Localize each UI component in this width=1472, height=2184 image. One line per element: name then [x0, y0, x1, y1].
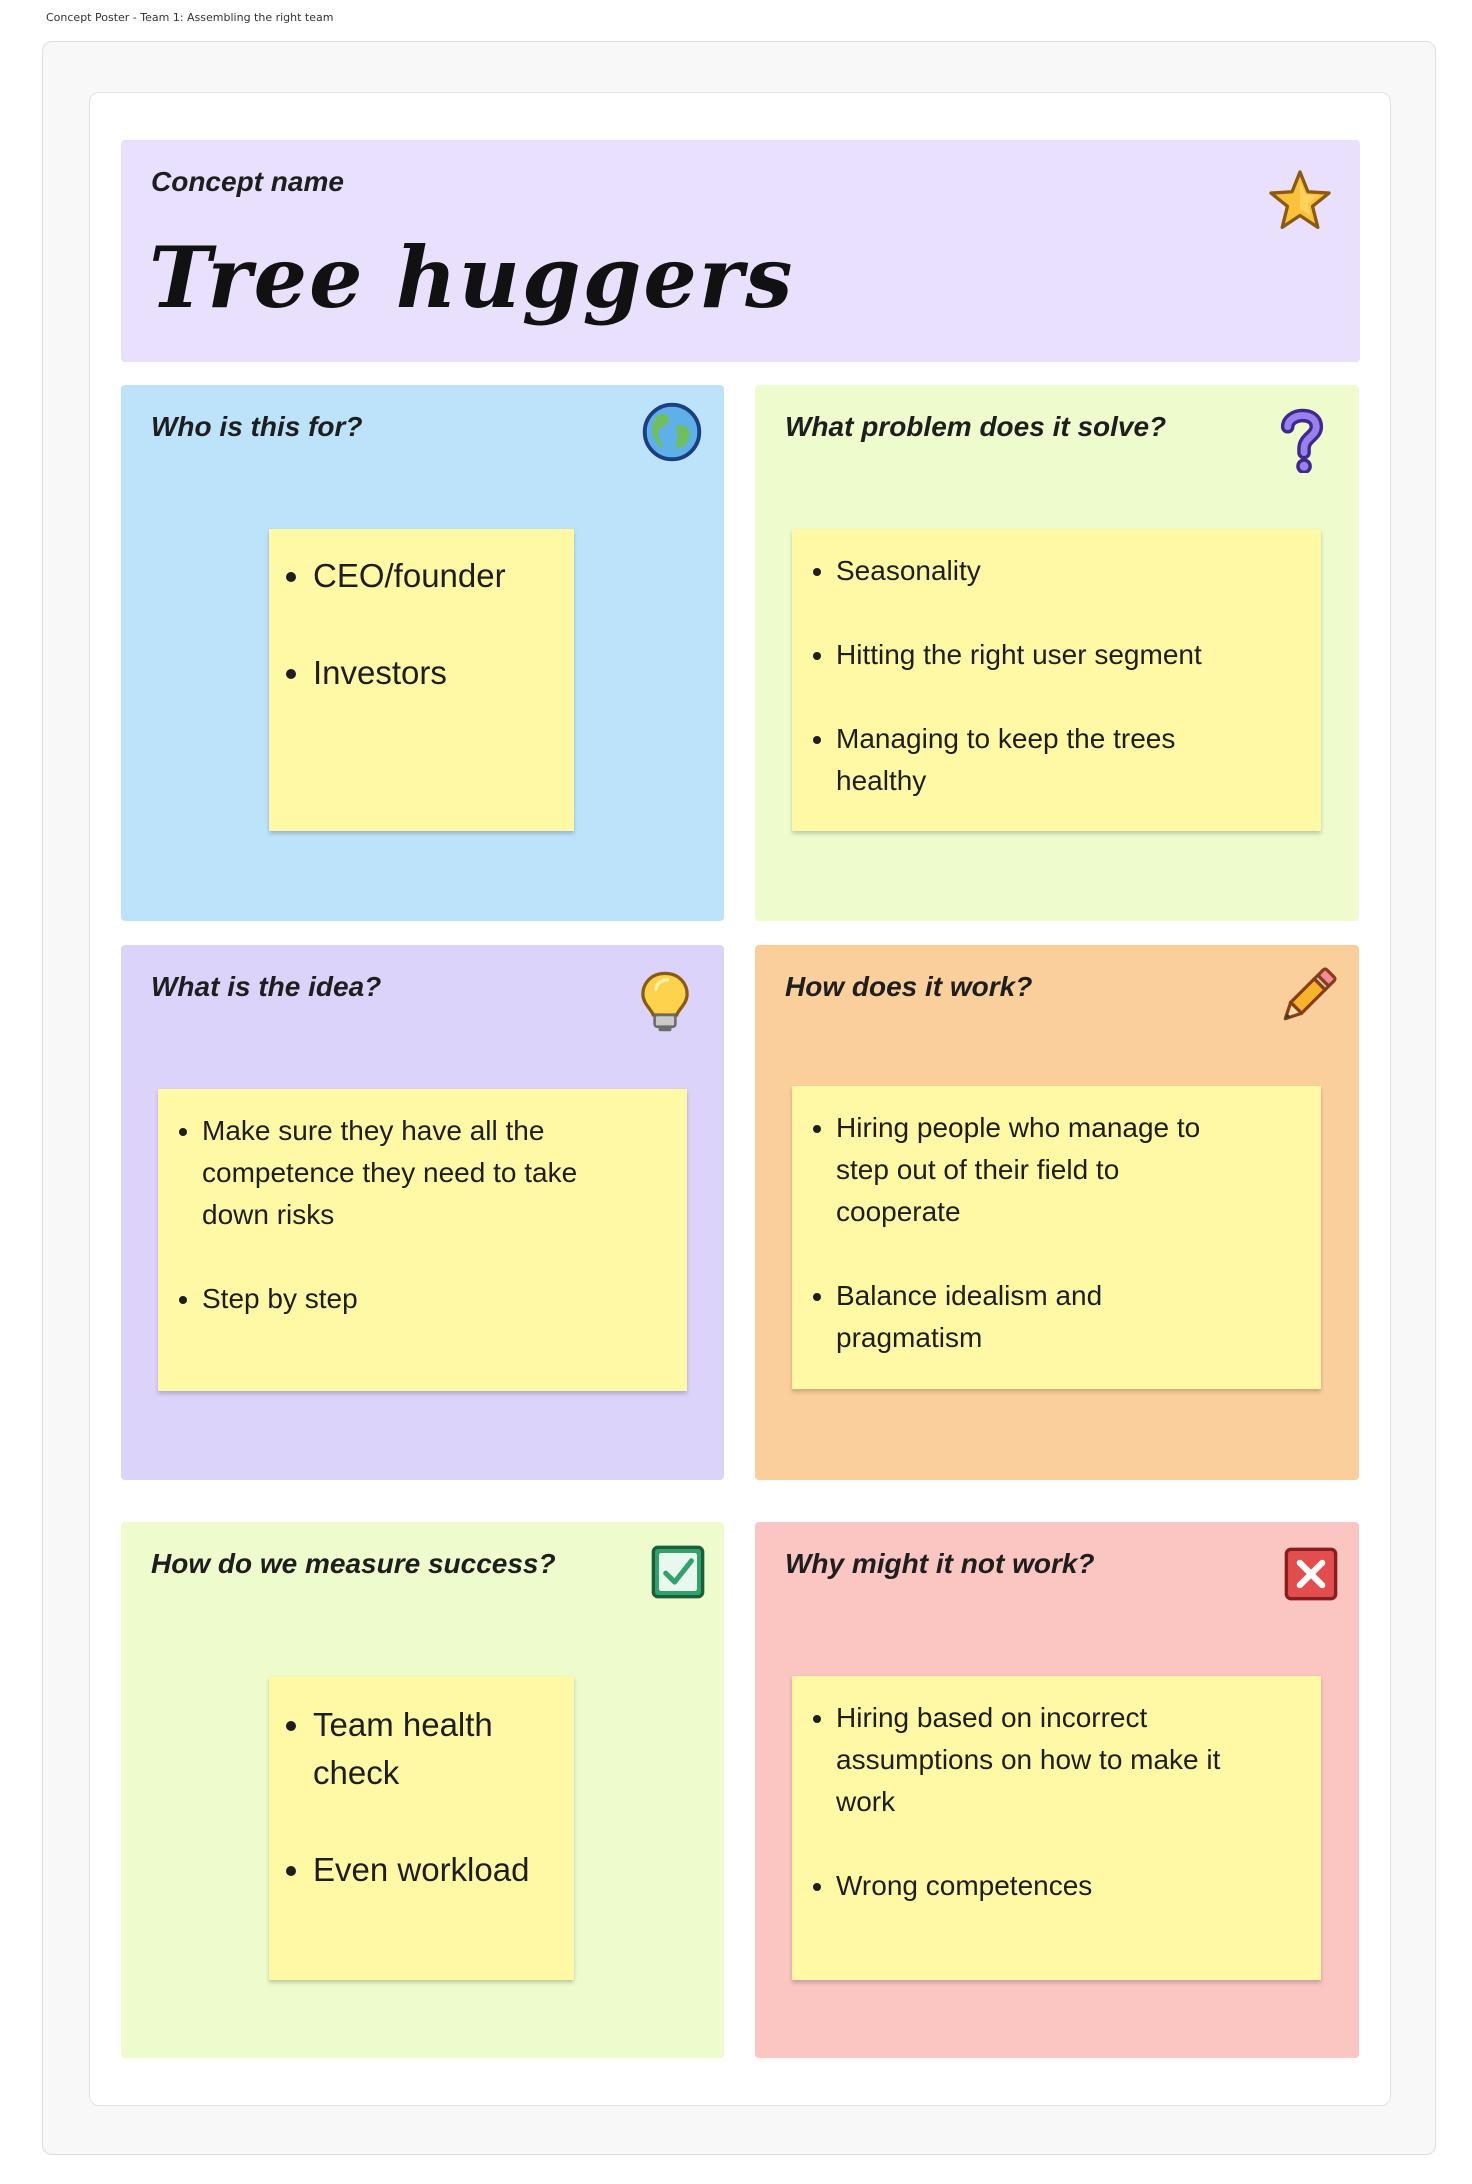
section-measure[interactable]: [121, 1522, 724, 2058]
sticky-note[interactable]: [792, 1086, 1321, 1389]
frame-label[interactable]: Concept Poster - Team 1: Assembling the right team: [46, 11, 334, 24]
question-mark-icon: [1277, 405, 1327, 473]
concept-name-heading: Concept name: [151, 166, 344, 197]
list-item[interactable]: • Investors: [313, 649, 574, 697]
sticky-note[interactable]: [269, 529, 574, 831]
list-item[interactable]: • Wrong competences: [836, 1865, 1236, 1907]
section-heading: What is the idea?: [151, 971, 382, 1002]
list-item[interactable]: • Balance idealism and pragmatism: [836, 1275, 1236, 1359]
section-heading: What problem does it solve?: [785, 411, 1167, 442]
checkmark-box-icon: [650, 1544, 706, 1600]
section-heading: Why might it not work?: [785, 1548, 1095, 1579]
sticky-note[interactable]: [792, 529, 1321, 831]
list-item[interactable]: • Hiring based on incorrect assumptions on how to make it work: [836, 1697, 1236, 1823]
list-item[interactable]: • Hitting the right user segment: [836, 634, 1236, 676]
cross-box-icon: [1283, 1546, 1339, 1602]
section-idea[interactable]: [121, 945, 724, 1480]
sticky-note[interactable]: [269, 1676, 574, 1980]
section-heading: Who is this for?: [151, 411, 363, 442]
concept-name-section[interactable]: [121, 140, 1360, 362]
list-item[interactable]: • Make sure they have all the competence they need to take down risks: [202, 1110, 622, 1236]
star-icon: [1267, 168, 1333, 234]
list-item[interactable]: • Hiring people who manage to step out of their field to cooperate: [836, 1107, 1236, 1233]
lightbulb-icon: [639, 969, 691, 1035]
sticky-note[interactable]: [792, 1676, 1321, 1980]
list-item[interactable]: • CEO/founder: [313, 552, 574, 600]
list-item[interactable]: • Even workload: [313, 1846, 553, 1894]
sticky-note[interactable]: [158, 1089, 687, 1391]
concept-name-text[interactable]: Tree huggers: [149, 228, 795, 327]
list-item[interactable]: • Team health check: [313, 1701, 553, 1797]
pencil-icon: [1275, 965, 1339, 1029]
section-who[interactable]: [121, 385, 724, 921]
list-item[interactable]: • Seasonality: [836, 550, 1236, 592]
globe-icon: [641, 401, 703, 463]
section-risk[interactable]: [755, 1522, 1359, 2058]
section-heading: How does it work?: [785, 971, 1033, 1002]
list-item[interactable]: • Managing to keep the trees healthy: [836, 718, 1236, 802]
list-item[interactable]: • Step by step: [202, 1278, 622, 1320]
section-problem[interactable]: [755, 385, 1359, 921]
section-how[interactable]: [755, 945, 1359, 1480]
section-heading: How do we measure success?: [151, 1548, 556, 1579]
